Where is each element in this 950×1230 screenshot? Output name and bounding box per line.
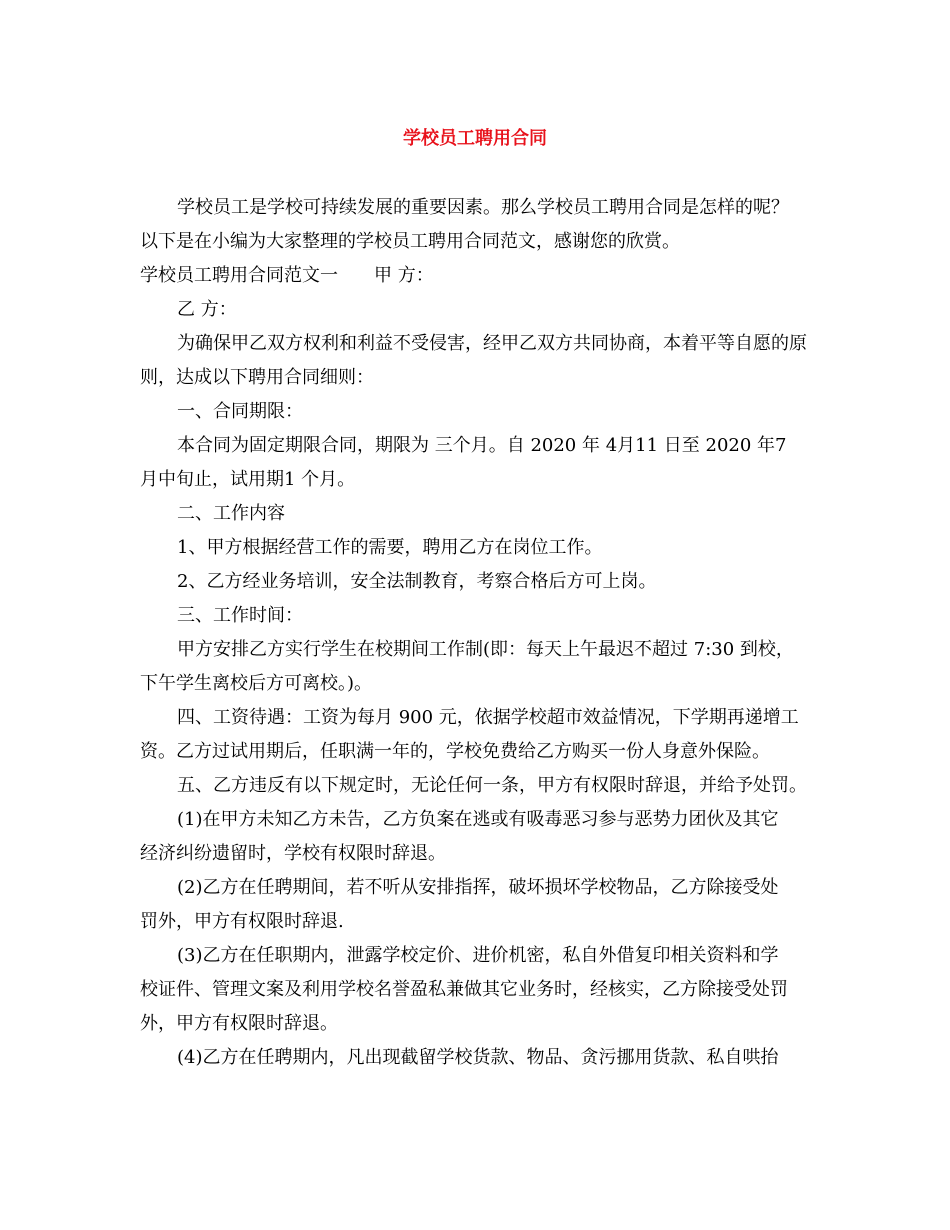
paragraph-line: (3)乙方在任职期内，泄露学校定价、进价机密，私自外借复印相关资料和学 bbox=[177, 945, 779, 966]
paragraph-line: 下午学生离校后方可离校。)。 bbox=[140, 673, 373, 694]
paragraph-line: 学校员工聘用合同范文一 甲 方： bbox=[140, 265, 434, 286]
section-heading: 一、合同期限： bbox=[177, 401, 303, 422]
paragraph-line: 学校员工是学校可持续发展的重要因素。那么学校员工聘用合同是怎样的呢？ bbox=[177, 197, 789, 218]
paragraph-line: 本合同为固定期限合同，期限为 三个月。自 2020 年 4月11 日至 2020 年7 bbox=[177, 435, 787, 456]
paragraph-line: 甲方安排乙方实行学生在校期间工作制(即：每天上午最迟不超过 7:30 到校， bbox=[177, 639, 794, 660]
paragraph-line: 五、乙方违反有以下规定时，无论任何一条，甲方有权限时辞退，并给予处罚。 bbox=[177, 775, 807, 796]
document-title: 学校员工聘用合同 bbox=[403, 128, 547, 149]
paragraph-line: 以下是在小编为大家整理的学校员工聘用合同范文，感谢您的欣赏。 bbox=[140, 231, 680, 252]
paragraph-line: 则，达成以下聘用合同细则： bbox=[140, 367, 374, 388]
paragraph-line: (1)在甲方未知乙方未告，乙方负案在逃或有吸毒恶习参与恶势力团伙及其它 bbox=[177, 809, 779, 830]
paragraph-line: 四、工资待遇：工资为每月 900 元，依据学校超市效益情况，下学期再递增工 bbox=[177, 707, 799, 728]
section-heading: 三、工作时间： bbox=[177, 605, 303, 626]
paragraph-line: 1、甲方根据经营工作的需要，聘用乙方在岗位工作。 bbox=[177, 537, 603, 558]
paragraph-line: 经济纠纷遗留时，学校有权限时辞退。 bbox=[140, 843, 446, 864]
paragraph-line: 为确保甲乙双方权利和利益不受侵害，经甲乙双方共同协商，本着平等自愿的原 bbox=[177, 333, 807, 354]
paragraph-line: 乙 方： bbox=[177, 299, 237, 320]
paragraph-line: (4)乙方在任聘期内，凡出现截留学校货款、物品、贪污挪用货款、私自哄抬 bbox=[177, 1047, 779, 1068]
paragraph-line: 2、乙方经业务培训，安全法制教育，考察合格后方可上岗。 bbox=[177, 571, 657, 592]
section-heading: 二、工作内容 bbox=[177, 503, 285, 524]
paragraph-line: (2)乙方在任聘期间，若不听从安排指挥，破坏损坏学校物品，乙方除接受处 bbox=[177, 877, 779, 898]
paragraph-line: 月中旬止，试用期1 个月。 bbox=[140, 469, 356, 490]
paragraph-line: 罚外，甲方有权限时辞退. bbox=[140, 911, 344, 932]
paragraph-line: 资。乙方过试用期后，任职满一年的，学校免费给乙方购买一份人身意外保险。 bbox=[140, 741, 770, 762]
paragraph-line: 外，甲方有权限时辞退。 bbox=[140, 1013, 338, 1034]
paragraph-line: 校证件、管理文案及利用学校名誉盈私兼做其它业务时，经核实，乙方除接受处罚 bbox=[140, 979, 788, 1000]
